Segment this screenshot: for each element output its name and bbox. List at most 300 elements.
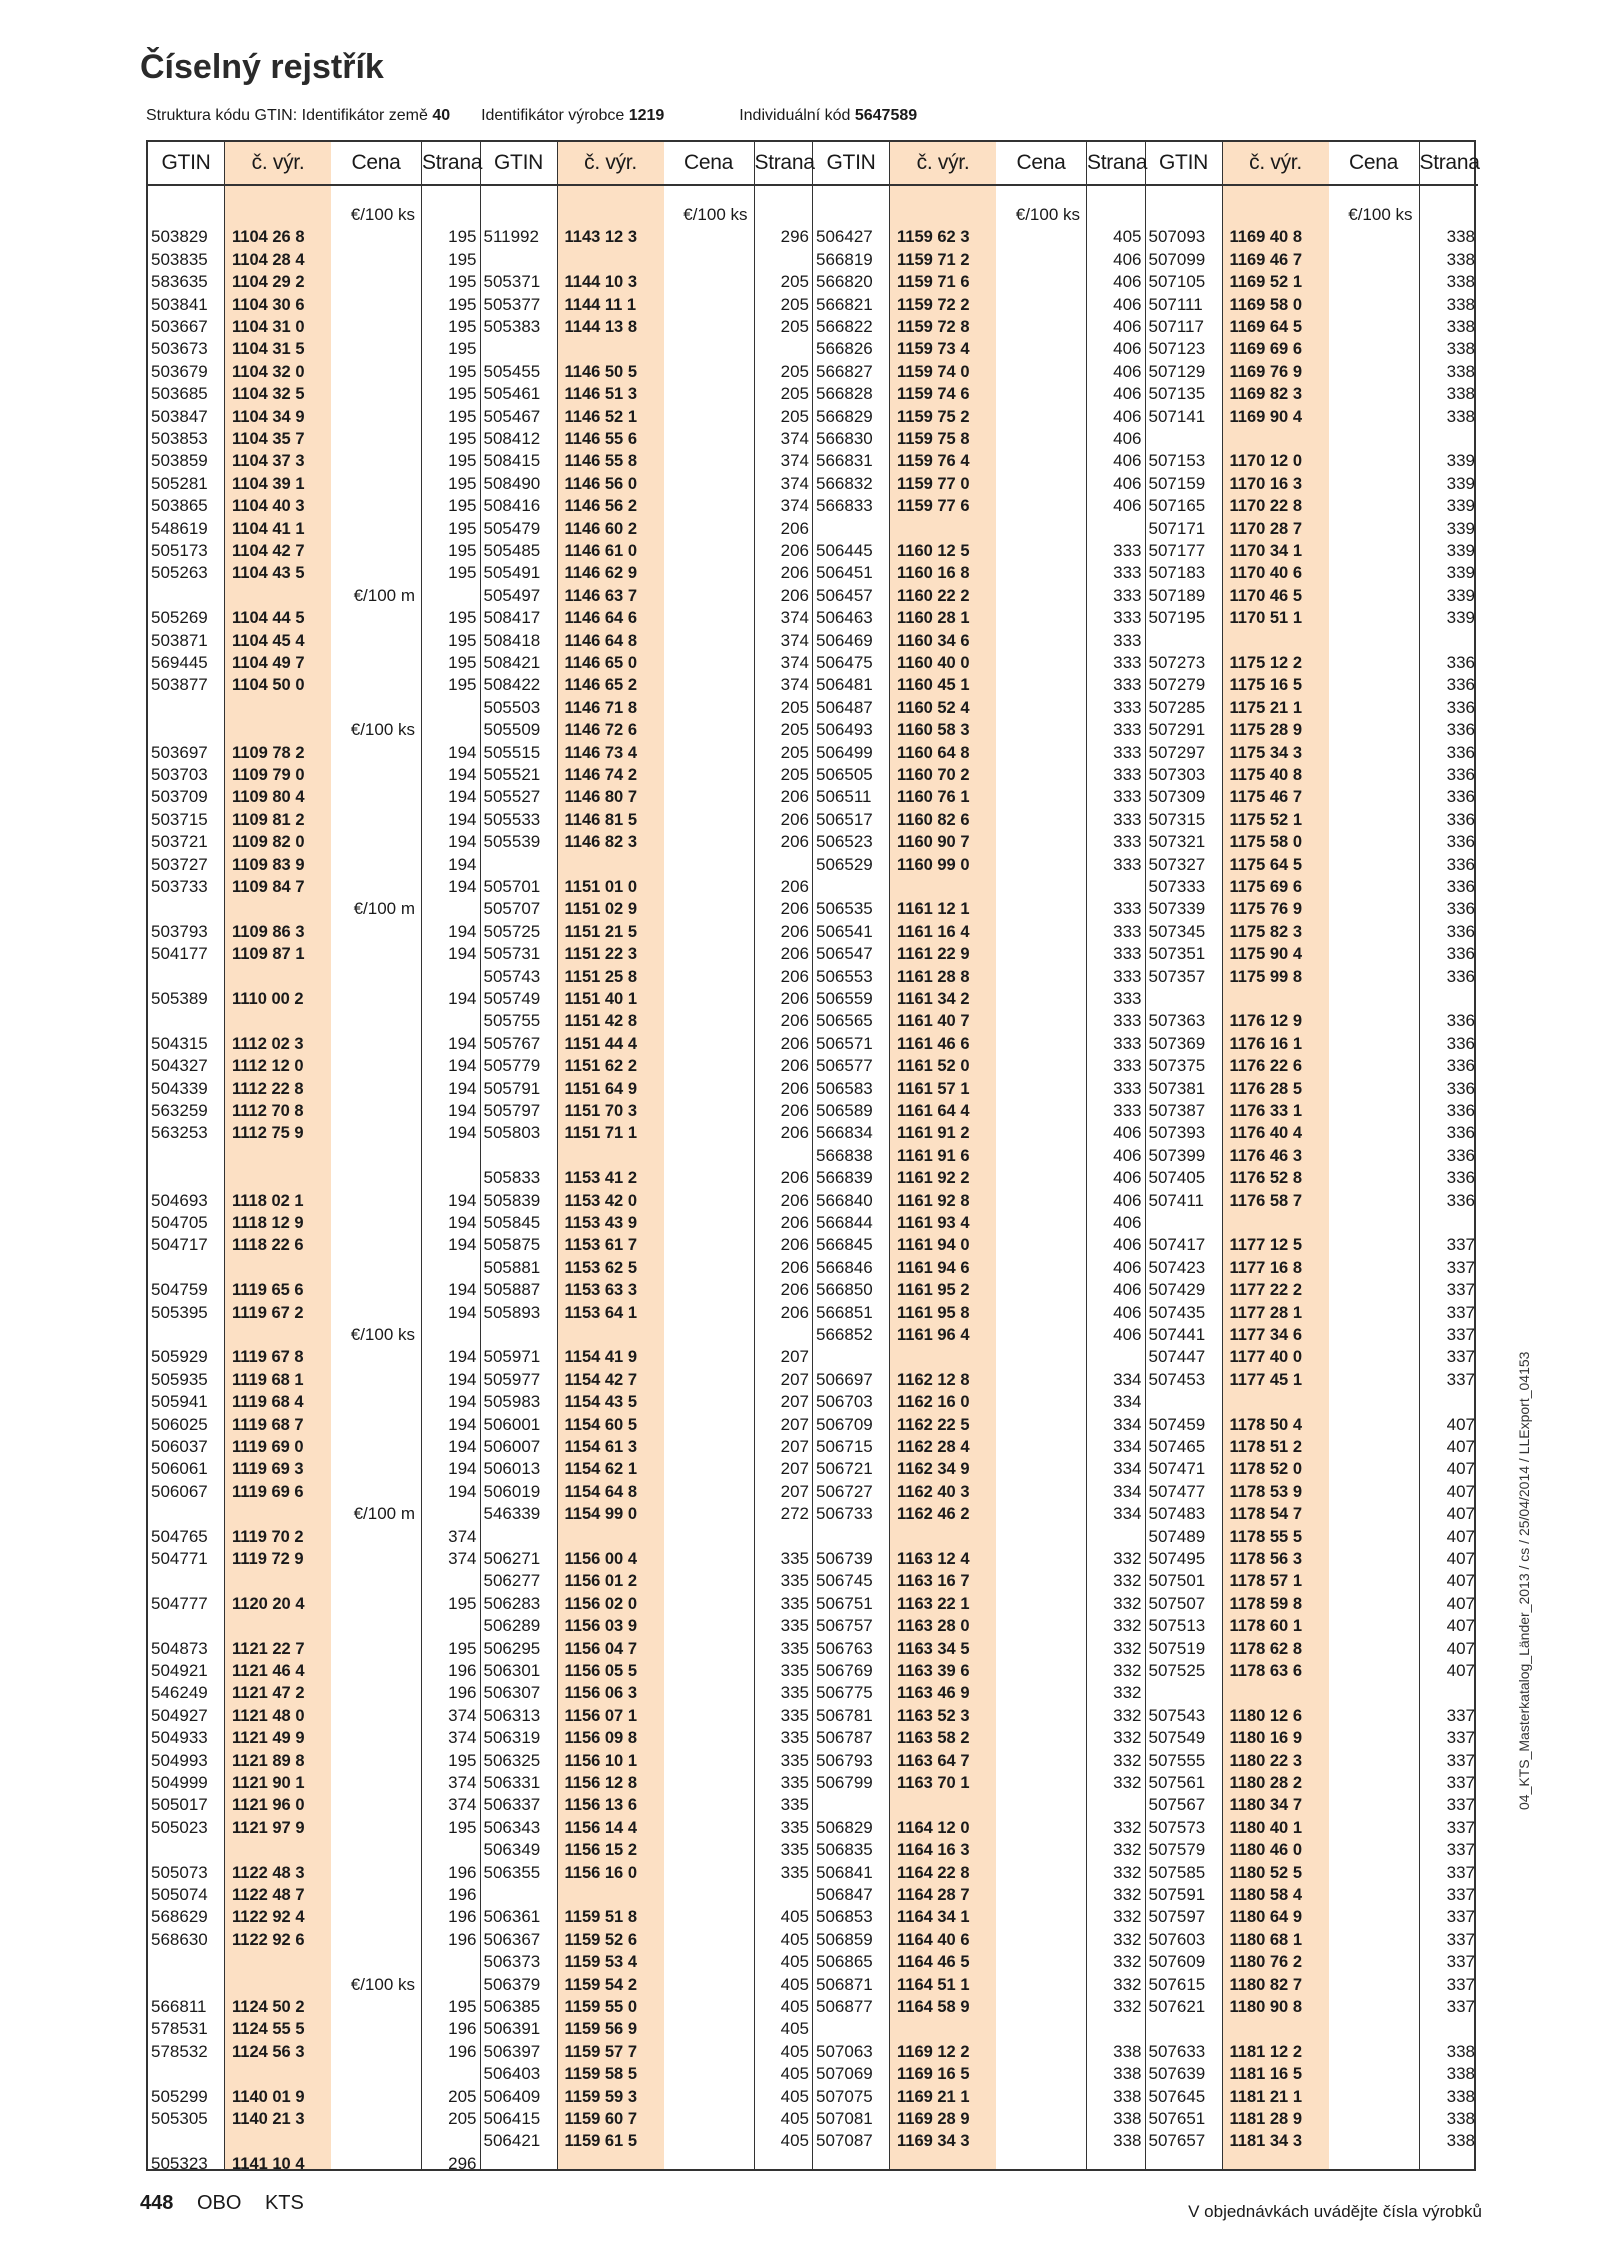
gtin-cell: 507321 <box>1148 832 1206 852</box>
strana-cell: 195 <box>448 653 477 672</box>
cv-cell: 1104 41 1 <box>232 519 305 538</box>
gtin-cell: 505983 <box>483 1392 541 1412</box>
cv-cell: 1154 62 1 <box>564 1460 637 1479</box>
cv-cell: 1161 46 6 <box>897 1034 970 1053</box>
footer-left <box>140 2192 304 2215</box>
strana-cell: 336 <box>1446 1123 1475 1143</box>
cv-cell: 1109 86 3 <box>232 922 305 941</box>
gtin-cell: 506553 <box>816 966 873 986</box>
cv-cell: 1181 12 2 <box>1229 2042 1302 2061</box>
strana-cell: 205 <box>448 2086 477 2106</box>
gtin-cell: 506499 <box>816 742 873 762</box>
strana-cell: 337 <box>1446 1907 1475 1927</box>
strana-cell: 405 <box>780 2019 809 2039</box>
strana-cell: 196 <box>448 1862 477 1882</box>
strana-cell: 194 <box>448 1190 477 1210</box>
gtin-cell: 507501 <box>1148 1571 1206 1591</box>
strana-cell: 336 <box>1446 944 1475 964</box>
gtin-cell: 505017 <box>151 1795 208 1815</box>
gtin-cell: 507453 <box>1148 1369 1206 1389</box>
strana-cell: 332 <box>1113 1952 1142 1972</box>
strana-cell: 336 <box>1446 742 1475 762</box>
gtin-cell: 505725 <box>483 921 541 941</box>
gtin-cell: 508490 <box>483 473 541 493</box>
strana-cell: 206 <box>780 966 809 986</box>
cv-cell: 1181 28 9 <box>1229 2110 1302 2128</box>
gtin-cell: 507465 <box>1148 1437 1206 1456</box>
gtin-cell: 505074 <box>151 1885 208 1904</box>
gtin-cell: 508416 <box>483 496 541 516</box>
strana-cell: 206 <box>780 787 809 807</box>
cv-cell: 1156 16 0 <box>564 1863 637 1882</box>
strana-cell: 406 <box>1113 429 1142 448</box>
strana-cell: 406 <box>1113 294 1142 314</box>
strana-cell: 334 <box>1113 1437 1142 1456</box>
strana-cell: 207 <box>780 1369 809 1389</box>
strana-cell: 338 <box>1446 272 1475 292</box>
strana-cell: 332 <box>1113 1840 1142 1860</box>
cena-cell: €/100 ks <box>350 1325 415 1344</box>
gtin-cell: 506487 <box>816 697 873 717</box>
strana-cell: 405 <box>780 1952 809 1972</box>
strana-cell: 406 <box>1113 1145 1142 1165</box>
cv-cell: 1176 16 1 <box>1229 1034 1302 1053</box>
cv-cell: 1164 51 1 <box>897 1975 970 1994</box>
strana-cell: 332 <box>1113 1728 1142 1748</box>
gtin-cell: 505371 <box>483 272 541 292</box>
gtin-cell: 506517 <box>816 809 873 829</box>
gtin-cell: 505833 <box>483 1168 541 1188</box>
header-cv: č. výr. <box>890 142 996 186</box>
gtin-column <box>1146 142 1222 2169</box>
cv-cell: 1169 12 2 <box>897 2042 970 2061</box>
manufacturer-id-label: Identifikátor výrobce <box>481 107 625 124</box>
cv-cell: 1161 64 4 <box>897 1102 970 1120</box>
gtin-cell: 504693 <box>151 1190 208 1210</box>
strana-cell: 332 <box>1113 1549 1142 1568</box>
gtin-cell: 506391 <box>483 2019 541 2039</box>
strana-cell: 206 <box>780 1078 809 1098</box>
strana-cell: 336 <box>1446 1078 1475 1098</box>
gtin-cell: 507297 <box>1148 742 1206 762</box>
strana-cell: 406 <box>1113 406 1142 426</box>
cv-cell: 1151 62 2 <box>564 1057 637 1076</box>
gtin-cell: 503679 <box>151 361 208 381</box>
gtin-cell: 506451 <box>816 563 873 583</box>
strana-cell: 206 <box>780 518 809 538</box>
cv-cell: 1177 40 0 <box>1229 1348 1302 1367</box>
gtin-cell: 503715 <box>151 809 208 829</box>
cv-cell: 1151 70 3 <box>564 1102 637 1120</box>
gtin-cell: 568630 <box>151 1929 208 1949</box>
cv-cell: 1170 46 5 <box>1229 586 1302 605</box>
cv-cell: 1159 51 8 <box>564 1908 637 1927</box>
strana-cell: 195 <box>448 294 477 314</box>
strana-cell: 334 <box>1113 1481 1142 1501</box>
gtin-cell: 505377 <box>483 294 541 314</box>
cv-cell: 1178 50 4 <box>1229 1415 1302 1434</box>
gtin-cell: 566844 <box>816 1213 873 1232</box>
strana-cell: 195 <box>448 1817 477 1837</box>
cv-cell: 1112 70 8 <box>232 1102 304 1120</box>
gtin-cell: 506373 <box>483 1952 541 1972</box>
header-strana: Strana <box>755 142 813 186</box>
strana-cell: 338 <box>1113 2086 1142 2106</box>
cv-cell: 1161 94 6 <box>897 1258 970 1277</box>
column-group-2 <box>481 142 814 2169</box>
individual-code-label: Individuální kód <box>739 107 851 124</box>
gtin-cell: 503721 <box>151 832 208 852</box>
cv-cell: 1160 40 0 <box>897 654 970 672</box>
cv-cell: 1118 02 1 <box>232 1191 304 1210</box>
cv-cell: 1124 55 5 <box>232 2020 305 2039</box>
gtin-cell: 507375 <box>1148 1056 1206 1076</box>
cena-cell: €/100 m <box>353 1504 415 1524</box>
cv-cell: 1180 12 6 <box>1229 1706 1302 1725</box>
gtin-cell: 503685 <box>151 384 208 404</box>
gtin-cell: 507615 <box>1148 1974 1206 1994</box>
strana-cell: 335 <box>780 1683 809 1703</box>
cv-cell: 1177 45 1 <box>1229 1370 1302 1389</box>
gtin-cell: 506775 <box>816 1683 873 1703</box>
strana-cell: 205 <box>780 294 809 314</box>
cv-cell: 1160 22 2 <box>897 586 970 605</box>
header-gtin: GTIN <box>148 142 224 186</box>
gtin-cell: 508418 <box>483 630 541 650</box>
strana-cell: 333 <box>1113 1056 1142 1076</box>
strana-cell: 207 <box>780 1481 809 1501</box>
strana-cell: 337 <box>1446 1280 1475 1300</box>
strana-cell: 333 <box>1113 585 1142 605</box>
strana-cell: 336 <box>1446 1168 1475 1188</box>
gtin-cell: 507339 <box>1148 899 1206 919</box>
cv-cell: 1178 53 9 <box>1229 1482 1302 1501</box>
strana-cell: 334 <box>1113 1392 1142 1412</box>
gtin-cell: 507189 <box>1148 585 1206 605</box>
gtin-cell: 566846 <box>816 1257 873 1277</box>
strana-cell: 205 <box>780 384 809 404</box>
cv-cell: 1141 10 4 <box>232 2154 305 2173</box>
cv-cell: 1151 44 4 <box>564 1034 637 1053</box>
cv-cell: 1160 90 7 <box>897 833 970 852</box>
gtin-cell: 578532 <box>151 2041 208 2061</box>
cv-cell: 1170 12 0 <box>1229 452 1302 471</box>
strana-cell: 334 <box>1113 1504 1142 1524</box>
gtin-cell: 506589 <box>816 1101 873 1120</box>
gtin-cell: 503847 <box>151 406 208 426</box>
gtin-cell: 504873 <box>151 1638 208 1658</box>
strana-cell: 337 <box>1446 1369 1475 1389</box>
gtin-cell: 504927 <box>151 1705 208 1725</box>
cv-cell: 1156 04 7 <box>564 1639 637 1658</box>
cv-cell: 1140 21 3 <box>232 2110 305 2128</box>
cv-cell: 1170 28 7 <box>1229 519 1302 538</box>
strana-cell: 406 <box>1113 249 1142 269</box>
gtin-cell: 506343 <box>483 1817 541 1837</box>
cv-cell: 1146 81 5 <box>564 810 637 829</box>
cv-cell: 1151 02 9 <box>564 900 637 919</box>
gtin-cell: 506799 <box>816 1773 873 1792</box>
header-cena: Cena <box>1329 142 1419 186</box>
strana-cell: 206 <box>780 1235 809 1255</box>
cv-cell: 1112 12 0 <box>232 1057 304 1076</box>
cv-cell: 1104 37 3 <box>232 452 305 471</box>
strana-cell: 332 <box>1113 1997 1142 2016</box>
gtin-cell: 563259 <box>151 1101 208 1120</box>
gtin-cell: 506313 <box>483 1705 541 1725</box>
gtin-cell: 507159 <box>1148 473 1206 493</box>
strana-cell: 374 <box>780 675 809 695</box>
cena-cell: €/100 ks <box>1015 205 1080 224</box>
gtin-cell: 504327 <box>151 1056 208 1076</box>
strana-cell: 338 <box>1113 2041 1142 2061</box>
strana-cell: 194 <box>448 1369 477 1389</box>
gtin-cell: 506709 <box>816 1414 873 1434</box>
strana-cell: 194 <box>448 989 477 1008</box>
gtin-cell: 505755 <box>483 1011 541 1031</box>
gtin-cell: 503871 <box>151 630 208 650</box>
strana-cell: 196 <box>448 1907 477 1927</box>
gtin-cell: 566838 <box>816 1145 873 1165</box>
page-number: 448 <box>140 2192 174 2214</box>
gtin-cell: 506763 <box>816 1638 873 1658</box>
cv-cell: 1146 61 0 <box>564 542 637 560</box>
strana-cell: 405 <box>780 2131 809 2151</box>
gtin-cell: 506325 <box>483 1750 541 1770</box>
cv-cell: 1162 46 2 <box>897 1505 970 1524</box>
cv-cell: 1163 12 4 <box>897 1550 970 1568</box>
gtin-cell: 507609 <box>1148 1952 1206 1972</box>
strana-cell: 407 <box>1446 1414 1475 1434</box>
strana-cell: 405 <box>780 1929 809 1949</box>
strana-cell: 333 <box>1113 809 1142 829</box>
strana-cell: 336 <box>1446 697 1475 717</box>
strana-cell: 407 <box>1446 1526 1475 1546</box>
gtin-cell: 507357 <box>1148 966 1206 986</box>
strana-cell: 336 <box>1446 787 1475 807</box>
cv-cell: 1124 56 3 <box>232 2042 305 2061</box>
cena-cell: €/100 ks <box>350 1974 415 1994</box>
strana-cell: 337 <box>1446 1795 1475 1815</box>
gtin-cell: 506703 <box>816 1392 873 1412</box>
strana-cell: 407 <box>1446 1593 1475 1613</box>
gtin-cell: 507141 <box>1148 406 1206 426</box>
strana-cell: 335 <box>780 1773 809 1792</box>
gtin-cell: 507483 <box>1148 1504 1206 1524</box>
cv-cell: 1164 16 3 <box>897 1841 970 1860</box>
index-table <box>146 140 1480 2173</box>
gtin-cell: 505929 <box>151 1347 208 1367</box>
strana-column <box>754 142 814 2169</box>
gtin-cell: 507423 <box>1148 1257 1206 1277</box>
gtin-cell: 506307 <box>483 1683 541 1703</box>
cv-cell: 1104 40 3 <box>232 497 305 516</box>
strana-cell: 206 <box>780 899 809 919</box>
strana-cell: 332 <box>1113 1616 1142 1636</box>
footer-note: V objednávkách uvádějte čísla výrobků <box>1188 2202 1482 2221</box>
cv-cell: 1169 28 9 <box>897 2110 970 2128</box>
strana-cell: 374 <box>780 496 809 516</box>
gtin-cell: 503727 <box>151 854 208 874</box>
strana-cell: 336 <box>1446 832 1475 852</box>
strana-cell: 194 <box>448 921 477 941</box>
strana-cell: 195 <box>448 272 477 292</box>
cv-cell: 1146 56 0 <box>564 474 637 493</box>
cv-cell: 1180 52 5 <box>1229 1863 1302 1882</box>
cv-cell: 1146 64 8 <box>564 631 637 650</box>
cv-cell: 1176 40 4 <box>1229 1124 1302 1143</box>
gtin-cell: 504993 <box>151 1750 208 1770</box>
gtin-cell: 507657 <box>1148 2131 1206 2151</box>
cv-cell: 1180 40 1 <box>1229 1818 1302 1837</box>
cv-cell: 1156 03 9 <box>564 1617 637 1636</box>
strana-cell: 333 <box>1113 742 1142 762</box>
cv-cell: 1119 72 9 <box>232 1550 304 1568</box>
strana-cell: 337 <box>1446 1840 1475 1860</box>
gtin-cell: 504771 <box>151 1549 208 1568</box>
gtin-cell: 507591 <box>1148 1885 1206 1904</box>
cv-cell: 1122 48 7 <box>232 1886 305 1904</box>
gtin-cell: 578531 <box>151 2019 208 2039</box>
cv-cell: 1156 01 2 <box>564 1572 637 1591</box>
cv-cell: 1119 69 6 <box>232 1482 304 1501</box>
gtin-cell: 566821 <box>816 294 873 314</box>
cv-cell: 1153 43 9 <box>564 1214 637 1232</box>
strana-cell: 195 <box>448 361 477 381</box>
header-cena: Cena <box>331 142 421 186</box>
gtin-cell: 507381 <box>1148 1078 1206 1098</box>
cv-cell: 1164 12 0 <box>897 1818 970 1837</box>
gtin-cell: 506061 <box>151 1459 208 1479</box>
cv-cell: 1159 57 7 <box>564 2042 637 2061</box>
page-title: Číselný rejstřík <box>140 48 384 86</box>
strana-cell: 335 <box>780 1571 809 1591</box>
cv-cell: 1180 16 9 <box>1229 1729 1302 1748</box>
cv-cell: 1110 00 2 <box>232 990 304 1008</box>
strana-cell: 333 <box>1113 787 1142 807</box>
gtin-cell: 505875 <box>483 1235 541 1255</box>
cv-cell: 1159 73 4 <box>897 340 970 359</box>
cv-cell: 1154 43 5 <box>564 1393 637 1412</box>
strana-cell: 337 <box>1446 1952 1475 1972</box>
gtin-cell: 566830 <box>816 429 873 448</box>
cv-cell: 1151 64 9 <box>564 1079 637 1098</box>
strana-cell: 333 <box>1113 697 1142 717</box>
gtin-cell: 505073 <box>151 1862 208 1882</box>
strana-cell: 332 <box>1113 1862 1142 1882</box>
cv-cell: 1119 70 2 <box>232 1527 304 1546</box>
strana-cell: 335 <box>780 1862 809 1882</box>
cv-cell: 1104 43 5 <box>232 564 305 583</box>
gtin-cell: 566834 <box>816 1123 873 1143</box>
cv-cell: 1146 64 6 <box>564 609 637 628</box>
strana-cell: 194 <box>448 1459 477 1479</box>
cv-cell: 1160 34 6 <box>897 631 970 650</box>
cv-cell: 1163 22 1 <box>897 1594 970 1613</box>
cv-cell: 1156 02 0 <box>564 1594 637 1613</box>
strana-cell: 206 <box>780 1190 809 1210</box>
strana-cell: 406 <box>1113 1235 1142 1255</box>
gtin-cell: 507441 <box>1148 1325 1206 1344</box>
gtin-cell: 503793 <box>151 921 208 941</box>
cv-cell: 1163 46 9 <box>897 1684 970 1703</box>
strana-cell: 407 <box>1446 1549 1475 1568</box>
gtin-cell: 507435 <box>1148 1302 1206 1322</box>
cena-cell: €/100 ks <box>350 720 415 740</box>
strana-cell: 333 <box>1113 1011 1142 1031</box>
strana-cell: 332 <box>1113 1885 1142 1904</box>
strana-cell: 194 <box>448 1078 477 1098</box>
strana-cell: 337 <box>1446 1885 1475 1904</box>
strana-cell: 335 <box>780 1616 809 1636</box>
brand-kts: KTS <box>264 2192 304 2214</box>
strana-cell: 405 <box>780 1974 809 1994</box>
cv-cell: 1162 28 4 <box>897 1438 970 1456</box>
strana-cell: 374 <box>780 630 809 650</box>
cv-cell: 1175 40 8 <box>1229 766 1302 784</box>
strana-cell: 194 <box>448 832 477 852</box>
strana-cell: 207 <box>780 1347 809 1367</box>
cv-cell: 1170 40 6 <box>1229 564 1302 583</box>
cv-cell: 1104 32 5 <box>232 385 305 404</box>
strana-cell: 337 <box>1446 1862 1475 1882</box>
cv-cell: 1104 31 0 <box>232 318 305 336</box>
gtin-cell: 506781 <box>816 1705 873 1725</box>
cv-cell: 1156 06 3 <box>564 1684 637 1703</box>
header-gtin: GTIN <box>813 142 889 186</box>
gtin-cell: 506271 <box>483 1549 541 1568</box>
gtin-cell: 506445 <box>816 541 873 560</box>
cv-cell: 1161 34 2 <box>897 990 970 1008</box>
strana-cell: 336 <box>1446 877 1475 896</box>
strana-column <box>1086 142 1146 2169</box>
strana-cell: 206 <box>780 1123 809 1143</box>
strana-cell: 407 <box>1446 1661 1475 1680</box>
cv-cell: 1175 46 7 <box>1229 788 1302 807</box>
cv-cell: 1121 46 4 <box>232 1662 305 1680</box>
gtin-cell: 506457 <box>816 585 873 605</box>
gtin-cell: 505497 <box>483 585 541 605</box>
gtin-cell: 507099 <box>1148 249 1206 269</box>
cv-cell: 1161 40 7 <box>897 1012 970 1031</box>
cv-cell: 1175 82 3 <box>1229 922 1302 941</box>
gtin-cell: 505797 <box>483 1101 541 1120</box>
gtin-cell: 507351 <box>1148 944 1206 964</box>
gtin-cell: 506721 <box>816 1459 873 1479</box>
gtin-cell: 504177 <box>151 944 208 964</box>
strana-cell: 333 <box>1113 832 1142 852</box>
gtin-cell: 505503 <box>483 697 541 717</box>
strana-cell: 338 <box>1113 2109 1142 2128</box>
cv-cell: 1122 92 6 <box>232 1930 305 1949</box>
cv-cell: 1118 22 6 <box>232 1236 304 1255</box>
cv-cell: 1177 22 2 <box>1229 1281 1302 1300</box>
cv-cell: 1124 50 2 <box>232 1998 305 2016</box>
strana-cell: 333 <box>1113 1101 1142 1120</box>
gtin-cell: 566827 <box>816 361 873 381</box>
gtin-cell: 507429 <box>1148 1280 1206 1300</box>
gtin-cell: 506541 <box>816 921 873 941</box>
gtin-cell: 505707 <box>483 899 541 919</box>
strana-cell: 405 <box>780 2109 809 2128</box>
cv-cell: 1170 22 8 <box>1229 497 1302 516</box>
gtin-cell: 506025 <box>151 1414 208 1434</box>
cv-cell: 1170 34 1 <box>1229 542 1302 560</box>
gtin-cell: 505305 <box>151 2109 208 2128</box>
gtin-cell: 507183 <box>1148 563 1206 583</box>
cv-cell: 1146 55 6 <box>564 430 637 448</box>
cv-cell: 1109 81 2 <box>232 810 305 829</box>
